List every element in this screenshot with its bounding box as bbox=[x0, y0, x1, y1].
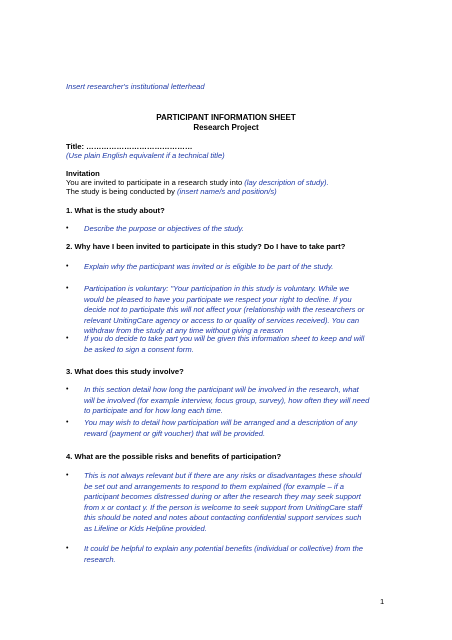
bullet-line: be asked to sign a consent form. bbox=[84, 344, 194, 354]
bullet-line: withdraw from the study at any time without giving a reason bbox=[84, 326, 284, 336]
title-field: Title: …………………………………… bbox=[66, 142, 193, 151]
bullet-text bbox=[84, 418, 357, 439]
bullet-icon: • bbox=[66, 545, 69, 552]
document-subtitle: Research Project bbox=[193, 123, 259, 132]
bullet-line: will be involved (for example interview, focus group, survey), how often they will need bbox=[84, 395, 370, 405]
bullet-icon: • bbox=[66, 285, 69, 292]
title-hint: (Use plain English equivalent if a technical title) bbox=[66, 151, 225, 160]
bullet-text bbox=[84, 544, 363, 565]
conducted-by-text: The study is being conducted by bbox=[66, 187, 178, 196]
bullet-icon: • bbox=[66, 419, 69, 426]
invitation-heading: Invitation bbox=[66, 169, 100, 178]
bullet-line: This is not always relevant but if there are any risks or disadvantages these should bbox=[84, 471, 362, 480]
researcher-placeholder: (insert name/s and position/s) bbox=[177, 187, 277, 196]
bullet-line: research. bbox=[84, 554, 116, 564]
bullet-icon: • bbox=[66, 472, 69, 479]
bullet-line: reward (payment or gift voucher) that will be provided. bbox=[84, 428, 266, 438]
bullet-icon: • bbox=[66, 225, 69, 232]
bullet-line: as Lifeline or Kids Helpline provided. bbox=[84, 523, 207, 533]
page-number: 1 bbox=[380, 597, 385, 606]
bullet-line: In this section detail how long the participant will be involved in the research, what bbox=[84, 385, 359, 394]
invitation-text: You are invited to participate in a research study into bbox=[66, 178, 245, 187]
bullet-line: be set out and arrangements to respond to them explained (for example – if a bbox=[84, 481, 345, 491]
bullet-line: to participate and for how long each time. bbox=[84, 406, 223, 416]
bullet-text bbox=[84, 471, 362, 535]
bullet-line: It could be helpful to explain any potential benefits (individual or collective) from the bbox=[84, 544, 364, 553]
bullet-icon: • bbox=[66, 335, 69, 342]
bullet-line: participant becomes distressed during or after the research they may seek support bbox=[84, 492, 361, 502]
document-title: PARTICIPANT INFORMATION SHEET bbox=[156, 113, 296, 122]
letterhead-placeholder: Insert researcher's institutional letterhead bbox=[66, 82, 205, 91]
bullet-text bbox=[84, 224, 244, 235]
bullet-icon: • bbox=[66, 386, 69, 393]
section-heading: 4. What are the possible risks and benefits of participation? bbox=[66, 452, 282, 461]
invitation-line-2 bbox=[66, 187, 277, 197]
section-heading: 1. What is the study about? bbox=[66, 206, 165, 215]
section-heading: 2. Why have I been invited to participate in this study? Do I have to take part? bbox=[66, 242, 346, 251]
bullet-text bbox=[84, 284, 364, 337]
bullet-icon: • bbox=[66, 263, 69, 270]
bullet-text bbox=[84, 262, 333, 273]
bullet-text bbox=[84, 385, 369, 417]
bullet-line: You may wish to detail how participation will be arranged and a description of any bbox=[84, 418, 358, 427]
bullet-line: from x or contact y. If the person is welcome to seek support from UnitingCare staff bbox=[84, 502, 362, 512]
bullet-line: would be pleased to have you participate we respect your right to decline. If you bbox=[84, 294, 352, 304]
bullet-line: this should be noted and notes about contacting confidential support services such bbox=[84, 513, 362, 523]
bullet-line: relevant UnitingCare agency or access to or quality of services received). You can bbox=[84, 315, 360, 325]
bullet-line: Participation is voluntary: "Your participation in this study is voluntary. While we bbox=[84, 284, 350, 293]
bullet-line: If you do decide to take part you will be given this information sheet to keep and will bbox=[84, 334, 365, 343]
bullet-line: decide not to participate this will not affect your (relationship with the researchers or bbox=[84, 305, 365, 315]
bullet-line: Explain why the participant was invited or is eligible to be part of the study. bbox=[84, 262, 334, 271]
bullet-text bbox=[84, 334, 364, 355]
section-heading: 3. What does this study involve? bbox=[66, 367, 184, 376]
invitation-study-placeholder: (lay description of study). bbox=[244, 178, 329, 187]
bullet-line: Describe the purpose or objectives of the study. bbox=[84, 224, 244, 233]
